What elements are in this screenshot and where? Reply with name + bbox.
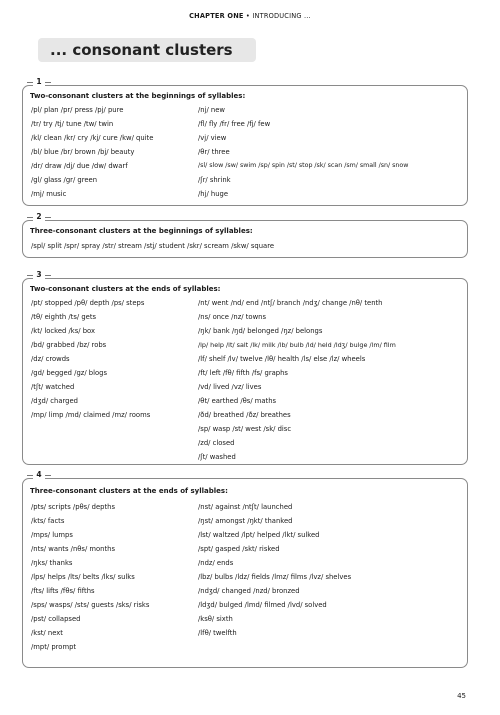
cluster-row: /spl/ split /spr/ spray /str/ stream /stj/ student /skr/ scream /skw/ square bbox=[31, 242, 275, 250]
cluster-row: /kl/ clean /kr/ cry /kj/ cure /kw/ quite bbox=[31, 134, 154, 142]
cluster-row: /lst/ waltzed /lpt/ helped /lkt/ sulked bbox=[198, 531, 320, 539]
cluster-row: /lp/ help /lt/ salt /lk/ milk /lb/ bulb /ld/ held /ldʒ/ bulge /lm/ film bbox=[198, 341, 396, 349]
cluster-row: /pts/ scripts /pθs/ depths bbox=[31, 503, 115, 511]
cluster-row: /mpt/ prompt bbox=[31, 643, 77, 651]
cluster-row: /gl/ glass /gr/ green bbox=[31, 176, 98, 184]
page-title: ... consonant clusters bbox=[50, 41, 233, 59]
cluster-row: /nt/ went /nd/ end /ntʃ/ branch /ndʒ/ change /nθ/ tenth bbox=[198, 299, 383, 307]
cluster-row: /fts/ lifts /fθs/ fifths bbox=[31, 587, 95, 595]
cluster-row: /mps/ lumps bbox=[31, 531, 73, 539]
chapter-label: CHAPTER ONE bbox=[189, 12, 244, 20]
header-bullet: • bbox=[243, 12, 253, 20]
cluster-row: /ndz/ ends bbox=[198, 559, 234, 567]
cluster-row: /ŋk/ bank /ŋd/ belonged /ŋz/ belongs bbox=[198, 327, 323, 335]
page-number: 45 bbox=[457, 692, 466, 700]
cluster-row: /nts/ wants /nθs/ months bbox=[31, 545, 116, 553]
cluster-row: /ŋst/ amongst /ŋkt/ thanked bbox=[198, 517, 293, 525]
cluster-row: /lf/ shelf /lv/ twelve /lθ/ health /ls/ else /lz/ wheels bbox=[198, 355, 366, 363]
cluster-row: /ðd/ breathed /ðz/ breathes bbox=[198, 411, 291, 419]
cluster-row: /θt/ earthed /θs/ maths bbox=[198, 397, 277, 405]
cluster-row: /dr/ draw /dj/ due /dw/ dwarf bbox=[31, 162, 128, 170]
section-title: Two-consonant clusters at the beginnings of syllables: bbox=[30, 92, 246, 100]
header-section: INTRODUCING ... bbox=[252, 12, 311, 20]
cluster-row: /kt/ locked /ks/ box bbox=[31, 327, 95, 335]
cluster-row: /ŋks/ thanks bbox=[31, 559, 73, 567]
cluster-row: /ʃr/ shrink bbox=[198, 176, 231, 184]
section-title: Two-consonant clusters at the ends of syllables: bbox=[30, 285, 221, 293]
cluster-row: /spt/ gasped /skt/ risked bbox=[198, 545, 280, 553]
section-title: Three-consonant clusters at the beginnings of syllables: bbox=[30, 227, 253, 235]
cluster-row: /vd/ lived /vz/ lives bbox=[198, 383, 262, 391]
cluster-row: /nj/ new bbox=[198, 106, 225, 114]
cluster-row: /sp/ wasp /st/ west /sk/ disc bbox=[198, 425, 292, 433]
cluster-row: /ft/ left /fθ/ fifth /fs/ graphs bbox=[198, 369, 288, 377]
cluster-row: /θr/ three bbox=[198, 148, 230, 156]
section-4 bbox=[22, 470, 468, 668]
cluster-row: /tʃt/ watched bbox=[31, 383, 75, 391]
cluster-row: /pt/ stopped /pθ/ depth /ps/ steps bbox=[31, 299, 145, 307]
section-title: Three-consonant clusters at the ends of syllables: bbox=[30, 487, 228, 495]
cluster-row: /sps/ wasps/ /sts/ guests /sks/ risks bbox=[31, 601, 150, 609]
cluster-row: /nst/ against /ntʃt/ launched bbox=[198, 503, 293, 511]
section-number: 3 bbox=[33, 269, 45, 281]
cluster-row: /bl/ blue /br/ brown /bj/ beauty bbox=[31, 148, 135, 156]
cluster-row: /ksθ/ sixth bbox=[198, 615, 233, 623]
cluster-row: /tr/ try /tj/ tune /tw/ twin bbox=[31, 120, 114, 128]
chapter-header bbox=[0, 12, 500, 20]
cluster-row: /sl/ slow /sw/ swim /sp/ spin /st/ stop /sk/ scan /sm/ small /sn/ snow bbox=[198, 162, 409, 169]
section-1 bbox=[22, 77, 468, 206]
cluster-row: /ns/ once /nz/ towns bbox=[198, 313, 266, 321]
section-2 bbox=[22, 212, 468, 258]
cluster-row: /pl/ plan /pr/ press /pj/ pure bbox=[31, 106, 124, 114]
cluster-row: /mj/ music bbox=[31, 190, 67, 198]
cluster-row: /kst/ next bbox=[31, 629, 63, 637]
cluster-row: /gd/ begged /gz/ blogs bbox=[31, 369, 107, 377]
cluster-row: /hj/ huge bbox=[198, 190, 229, 198]
section-3 bbox=[22, 270, 468, 465]
cluster-row: /pst/ collapsed bbox=[31, 615, 81, 623]
cluster-row: /tθ/ eighth /ts/ gets bbox=[31, 313, 97, 321]
cluster-row: /bd/ grabbed /bz/ robs bbox=[31, 341, 107, 349]
cluster-row: /zd/ closed bbox=[198, 439, 235, 447]
section-number: 4 bbox=[33, 469, 45, 481]
cluster-row: /vj/ view bbox=[198, 134, 227, 142]
cluster-row: /ndʒd/ changed /nzd/ bronzed bbox=[198, 587, 300, 595]
cluster-row: /ʃt/ washed bbox=[198, 453, 236, 461]
cluster-row: /dz/ crowds bbox=[31, 355, 70, 363]
section-number: 1 bbox=[33, 76, 45, 88]
section-number: 2 bbox=[33, 211, 45, 223]
page-title-band bbox=[38, 38, 256, 62]
cluster-row: /ldʒd/ bulged /lmd/ filmed /lvd/ solved bbox=[198, 601, 327, 609]
cluster-row: /dʒd/ charged bbox=[31, 397, 78, 405]
cluster-row: /kts/ facts bbox=[31, 517, 65, 525]
cluster-row: /lbz/ bulbs /ldz/ fields /lmz/ films /lvz/ shelves bbox=[198, 573, 352, 581]
cluster-row: /lfθ/ twelfth bbox=[198, 629, 237, 637]
cluster-row: /lps/ helps /lts/ belts /lks/ sulks bbox=[31, 573, 135, 581]
cluster-row: /fl/ fly /fr/ free /fj/ few bbox=[198, 120, 271, 128]
cluster-row: /mp/ limp /md/ claimed /mz/ rooms bbox=[31, 411, 151, 419]
